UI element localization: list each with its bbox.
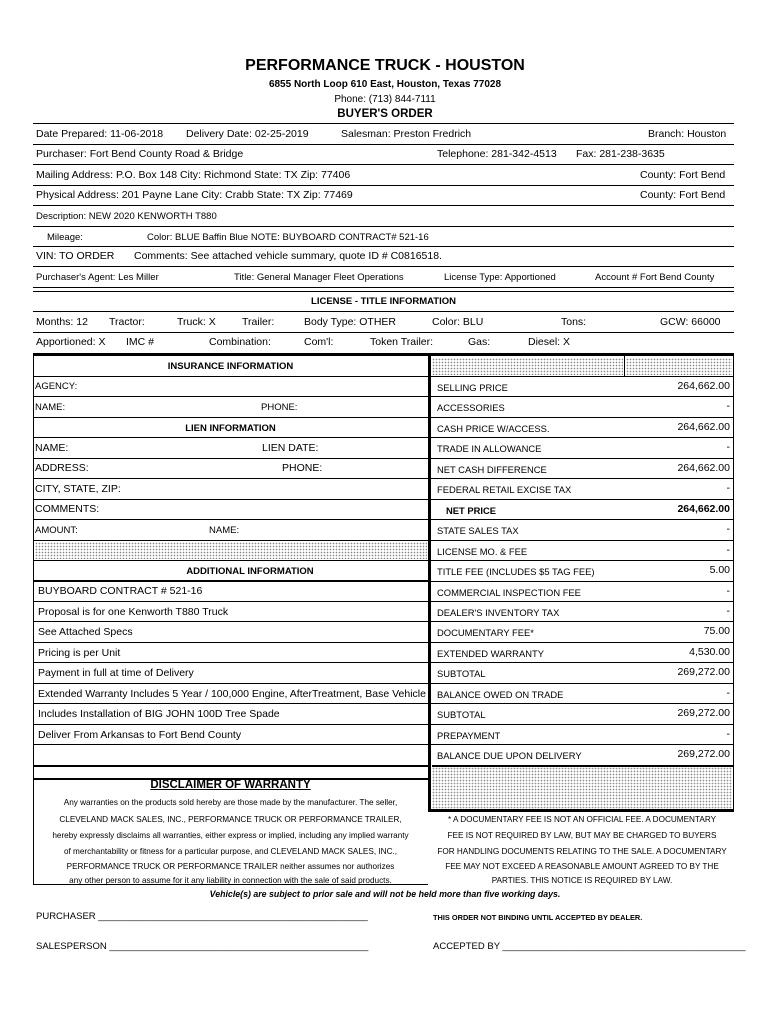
pricing-row-rule xyxy=(431,662,733,663)
pricing-value: 269,272.00 xyxy=(677,707,730,719)
rule xyxy=(33,621,428,622)
lien-date: LIEN DATE: xyxy=(262,442,319,454)
rule xyxy=(33,144,734,145)
rule xyxy=(33,744,428,745)
shaded-cell xyxy=(432,767,732,809)
rule xyxy=(33,478,428,479)
account-number: Account # Fort Bend County xyxy=(595,272,715,283)
pricing-value: 5.00 xyxy=(709,564,730,576)
date-prepared: Date Prepared: 11-06-2018 xyxy=(36,128,164,140)
pricing-value: 264,662.00 xyxy=(677,462,730,474)
pricing-value: 269,272.00 xyxy=(677,666,730,678)
fax: Fax: 281-238-3635 xyxy=(576,148,665,160)
pricing-value: - xyxy=(726,482,730,494)
doc-fee-notice-line: FEE MAY NOT EXCEED A REASONABLE AMOUNT AGREED TO BY THE xyxy=(445,862,719,871)
pricing-row-rule xyxy=(431,744,733,745)
salesman: Salesman: Preston Fredrich xyxy=(341,128,472,140)
shaded-cell xyxy=(626,358,732,375)
pricing-label: STATE SALES TAX xyxy=(437,525,519,536)
pricing-label: BALANCE OWED ON TRADE xyxy=(437,689,564,700)
lien-city-state-zip: CITY, STATE, ZIP: xyxy=(35,483,121,495)
pricing-row-rule xyxy=(431,581,733,582)
pricing-row-rule xyxy=(431,683,733,684)
doc-fee-notice-line: PARTIES. THIS NOTICE IS REQUIRED BY LAW. xyxy=(491,876,673,885)
additional-line: Pricing is per Unit xyxy=(38,647,121,659)
rule xyxy=(33,332,734,333)
disclaimer-heading: DISCLAIMER OF WARRANTY xyxy=(150,779,311,791)
purchaser: Purchaser: Fort Bend County Road & Bridge xyxy=(36,148,244,160)
lien-amount: AMOUNT: xyxy=(35,525,78,536)
pricing-value: - xyxy=(726,400,730,412)
pricing-label: LICENSE MO. & FEE xyxy=(437,546,528,557)
pricing-value: 264,662.00 xyxy=(677,503,730,515)
pricing-row-rule xyxy=(431,642,733,643)
disclaimer-line: hereby expressly disclaims all warranties, either express or implied, including any implied warranty xyxy=(52,831,409,840)
insurance-name: NAME: xyxy=(35,402,66,413)
disclaimer-line: of merchantability or fitness for a particular purpose, and CLEVELAND MACK SALES, INC., xyxy=(63,847,398,856)
pricing-value: - xyxy=(726,605,730,617)
company-name: PERFORMANCE TRUCK - HOUSTON xyxy=(245,57,525,74)
rule-thick xyxy=(33,353,734,356)
pricing-row-rule xyxy=(431,458,733,459)
token-trailer: Token Trailer: xyxy=(370,336,434,348)
agent-title: Title: General Manager Fleet Operations xyxy=(234,272,404,283)
pricing-row-rule xyxy=(431,621,733,622)
pricing-row-rule xyxy=(431,601,733,602)
purchasers-agent: Purchaser's Agent: Les Miller xyxy=(36,272,159,283)
doc-fee-notice-line: * A DOCUMENTARY FEE IS NOT AN OFFICIAL FEE. A DOCUMENTARY xyxy=(447,815,717,824)
apportioned: Apportioned: X xyxy=(36,336,106,348)
pricing-value: 75.00 xyxy=(703,625,730,637)
accepted-by-signature-line[interactable]: ACCEPTED BY ______________________________________________ xyxy=(433,941,746,952)
pricing-column-rule xyxy=(624,356,625,357)
additional-line: Proposal is for one Kenworth T880 Truck xyxy=(38,606,229,618)
pricing-label: TRADE IN ALLOWANCE xyxy=(437,443,542,454)
pricing-row-rule xyxy=(431,376,733,377)
color-note: Color: BLUE Baffin Blue NOTE: BUYBOARD CONTRACT# 521-16 xyxy=(147,232,429,243)
diesel: Diesel: X xyxy=(528,336,571,348)
description: Description: NEW 2020 KENWORTH T880 xyxy=(36,211,217,222)
pricing-label: SUBTOTAL xyxy=(437,668,486,679)
doc-fee-notice-line: FEE IS NOT REQUIRED BY LAW, BUT MAY BE CHARGED TO BUYERS xyxy=(447,831,717,840)
rule xyxy=(33,266,734,267)
additional-line: Deliver From Arkansas to Fort Bend County xyxy=(38,729,242,741)
lien-address: ADDRESS: xyxy=(35,462,89,474)
insurance-heading: INSURANCE INFORMATION xyxy=(167,361,294,372)
rule xyxy=(33,123,734,124)
lien-heading: LIEN INFORMATION xyxy=(185,423,276,434)
rule xyxy=(33,205,734,206)
disclaimer-line: any other person to assume for it any liability in connection with the sale of said products. xyxy=(69,876,392,885)
lien-amount-name: NAME: xyxy=(209,525,240,536)
lien-comments: COMMENTS: xyxy=(35,503,100,515)
pricing-value: - xyxy=(726,523,730,535)
physical-address: Physical Address: 201 Payne Lane City: Crabb State: TX Zip: 77469 xyxy=(36,189,353,201)
pricing-label: SELLING PRICE xyxy=(437,382,508,393)
pricing-label: FEDERAL RETAIL EXCISE TAX xyxy=(437,484,572,495)
comments: Comments: See attached vehicle summary, quote ID # C0816518. xyxy=(134,250,442,262)
pricing-value: - xyxy=(726,728,730,740)
pricing-value: 4,530.00 xyxy=(689,646,730,658)
rule xyxy=(33,437,428,438)
pricing-value: - xyxy=(726,687,730,699)
pricing-label: BALANCE DUE UPON DELIVERY xyxy=(437,750,582,761)
pricing-row-rule xyxy=(431,519,733,520)
mileage: Mileage: xyxy=(47,232,83,243)
pricing-row-rule xyxy=(431,437,733,438)
pricing-value: - xyxy=(726,544,730,556)
pricing-label: TITLE FEE (INCLUDES $5 TAG FEE) xyxy=(437,566,595,577)
rule xyxy=(33,519,428,520)
pricing-label: DEALER'S INVENTORY TAX xyxy=(437,607,560,618)
rule xyxy=(33,396,428,397)
lien-name: NAME: xyxy=(35,442,69,454)
license-type: License Type: Apportioned xyxy=(444,272,556,283)
purchaser-signature-line[interactable]: PURCHASER ___________________________________________________ xyxy=(36,911,368,922)
pricing-row-rule xyxy=(431,703,733,704)
tractor: Tractor: xyxy=(109,316,145,328)
truck: Truck: X xyxy=(177,316,216,328)
body-type: Body Type: OTHER xyxy=(304,316,397,328)
rule xyxy=(624,356,625,376)
rule xyxy=(33,601,428,602)
shaded-cell xyxy=(432,358,623,375)
pricing-row-rule xyxy=(431,417,733,418)
pricing-row-rule xyxy=(431,540,733,541)
company-phone: Phone: (713) 844-7111 xyxy=(334,94,436,105)
delivery-date: Delivery Date: 02-25-2019 xyxy=(186,128,309,140)
branch: Branch: Houston xyxy=(648,128,727,140)
trailer: Trailer: xyxy=(242,316,275,328)
pricing-label: COMMERCIAL INSPECTION FEE xyxy=(437,587,581,598)
gcw: GCW: 66000 xyxy=(660,316,721,328)
rule xyxy=(33,164,734,165)
rule xyxy=(33,662,428,663)
rule xyxy=(33,540,428,541)
license-heading: LICENSE - TITLE INFORMATION xyxy=(311,296,456,307)
rule-thick xyxy=(33,580,428,582)
mailing-address: Mailing Address: P.O. Box 148 City: Richmond State: TX Zip: 77406 xyxy=(36,169,351,181)
rule xyxy=(33,642,428,643)
pricing-row-rule xyxy=(431,499,733,500)
pricing-label: CASH PRICE W/ACCESS. xyxy=(437,423,550,434)
pricing-label: SUBTOTAL xyxy=(437,709,486,720)
pricing-label: EXTENDED WARRANTY xyxy=(437,648,544,659)
subject-to-prior-sale: Vehicle(s) are subject to prior sale and will not be held more than five working days. xyxy=(209,889,561,899)
rule-thick xyxy=(33,765,428,767)
pricing-value: 264,662.00 xyxy=(677,421,730,433)
form-title: BUYER'S ORDER xyxy=(337,108,433,120)
additional-line: See Attached Specs xyxy=(38,626,133,638)
additional-line: Extended Warranty Includes 5 Year / 100,000 Engine, AfterTreatment, Base Vehicle xyxy=(38,688,426,700)
rule xyxy=(33,417,428,418)
not-binding-notice: THIS ORDER NOT BINDING UNTIL ACCEPTED BY DEALER. xyxy=(433,913,643,922)
rule xyxy=(33,226,734,227)
company-address: 6855 North Loop 610 East, Houston, Texas 77028 xyxy=(268,79,502,90)
rule xyxy=(33,246,734,247)
pricing-value: - xyxy=(726,441,730,453)
rule xyxy=(33,311,734,312)
rule xyxy=(33,560,428,561)
pricing-label: ACCESSORIES xyxy=(437,402,505,413)
pricing-value: 269,272.00 xyxy=(677,748,730,760)
rule xyxy=(33,499,428,500)
salesperson-signature-line[interactable]: SALESPERSON _________________________________________________ xyxy=(36,941,369,952)
rule xyxy=(33,376,428,377)
rule xyxy=(33,683,428,684)
months: Months: 12 xyxy=(36,316,88,328)
rule xyxy=(33,287,734,288)
additional-line: Payment in full at time of Delivery xyxy=(38,667,194,679)
pricing-row-rule xyxy=(431,724,733,725)
tons: Tons: xyxy=(561,316,587,328)
mailing-county: County: Fort Bend xyxy=(640,169,726,181)
additional-line: Includes Installation of BIG JOHN 100D Tree Spade xyxy=(38,708,280,720)
pricing-label: NET CASH DIFFERENCE xyxy=(437,464,547,475)
pricing-label: PREPAYMENT xyxy=(437,730,501,741)
pricing-row-rule xyxy=(431,560,733,561)
rule xyxy=(33,458,428,459)
shaded-cell xyxy=(35,542,427,559)
physical-county: County: Fort Bend xyxy=(640,189,726,201)
doc-fee-notice-line: FOR HANDLING DOCUMENTS RELATING TO THE SALE. A DOCUMENTARY xyxy=(437,847,727,856)
rule xyxy=(33,185,734,186)
coml: Com'l: xyxy=(304,336,334,348)
imc: IMC # xyxy=(126,336,155,348)
pricing-value: - xyxy=(726,585,730,597)
lien-phone: PHONE: xyxy=(282,462,323,474)
pricing-row-rule xyxy=(431,396,733,397)
rule xyxy=(33,703,428,704)
rule xyxy=(432,765,734,767)
combination: Combination: xyxy=(209,336,271,348)
rule-thick xyxy=(428,809,734,812)
pricing-label: NET PRICE xyxy=(446,505,497,516)
pricing-value: 264,662.00 xyxy=(677,380,730,392)
insurance-phone: PHONE: xyxy=(261,402,298,413)
disclaimer-line: CLEVELAND MACK SALES, INC., PERFORMANCE TRUCK OR PERFORMANCE TRAILER, xyxy=(59,815,402,824)
rule xyxy=(733,356,734,811)
gas: Gas: xyxy=(468,336,491,348)
insurance-agency: AGENCY: xyxy=(35,381,78,392)
telephone: Telephone: 281-342-4513 xyxy=(437,148,557,160)
disclaimer-line: PERFORMANCE TRUCK OR PERFORMANCE TRAILER neither assumes nor authorizes xyxy=(66,862,395,871)
pricing-label: DOCUMENTARY FEE* xyxy=(437,627,534,638)
additional-line: BUYBOARD CONTRACT # 521-16 xyxy=(38,585,203,597)
additional-heading: ADDITIONAL INFORMATION xyxy=(186,566,314,577)
disclaimer-line: Any warranties on the products sold hereby are those made by the manufacturer. The seller, xyxy=(63,798,398,807)
license-color: Color: BLU xyxy=(432,316,484,328)
rule xyxy=(33,291,734,292)
rule-thick xyxy=(428,356,431,811)
rule xyxy=(33,724,428,725)
pricing-row-rule xyxy=(431,478,733,479)
vin: VIN: TO ORDER xyxy=(36,250,115,262)
